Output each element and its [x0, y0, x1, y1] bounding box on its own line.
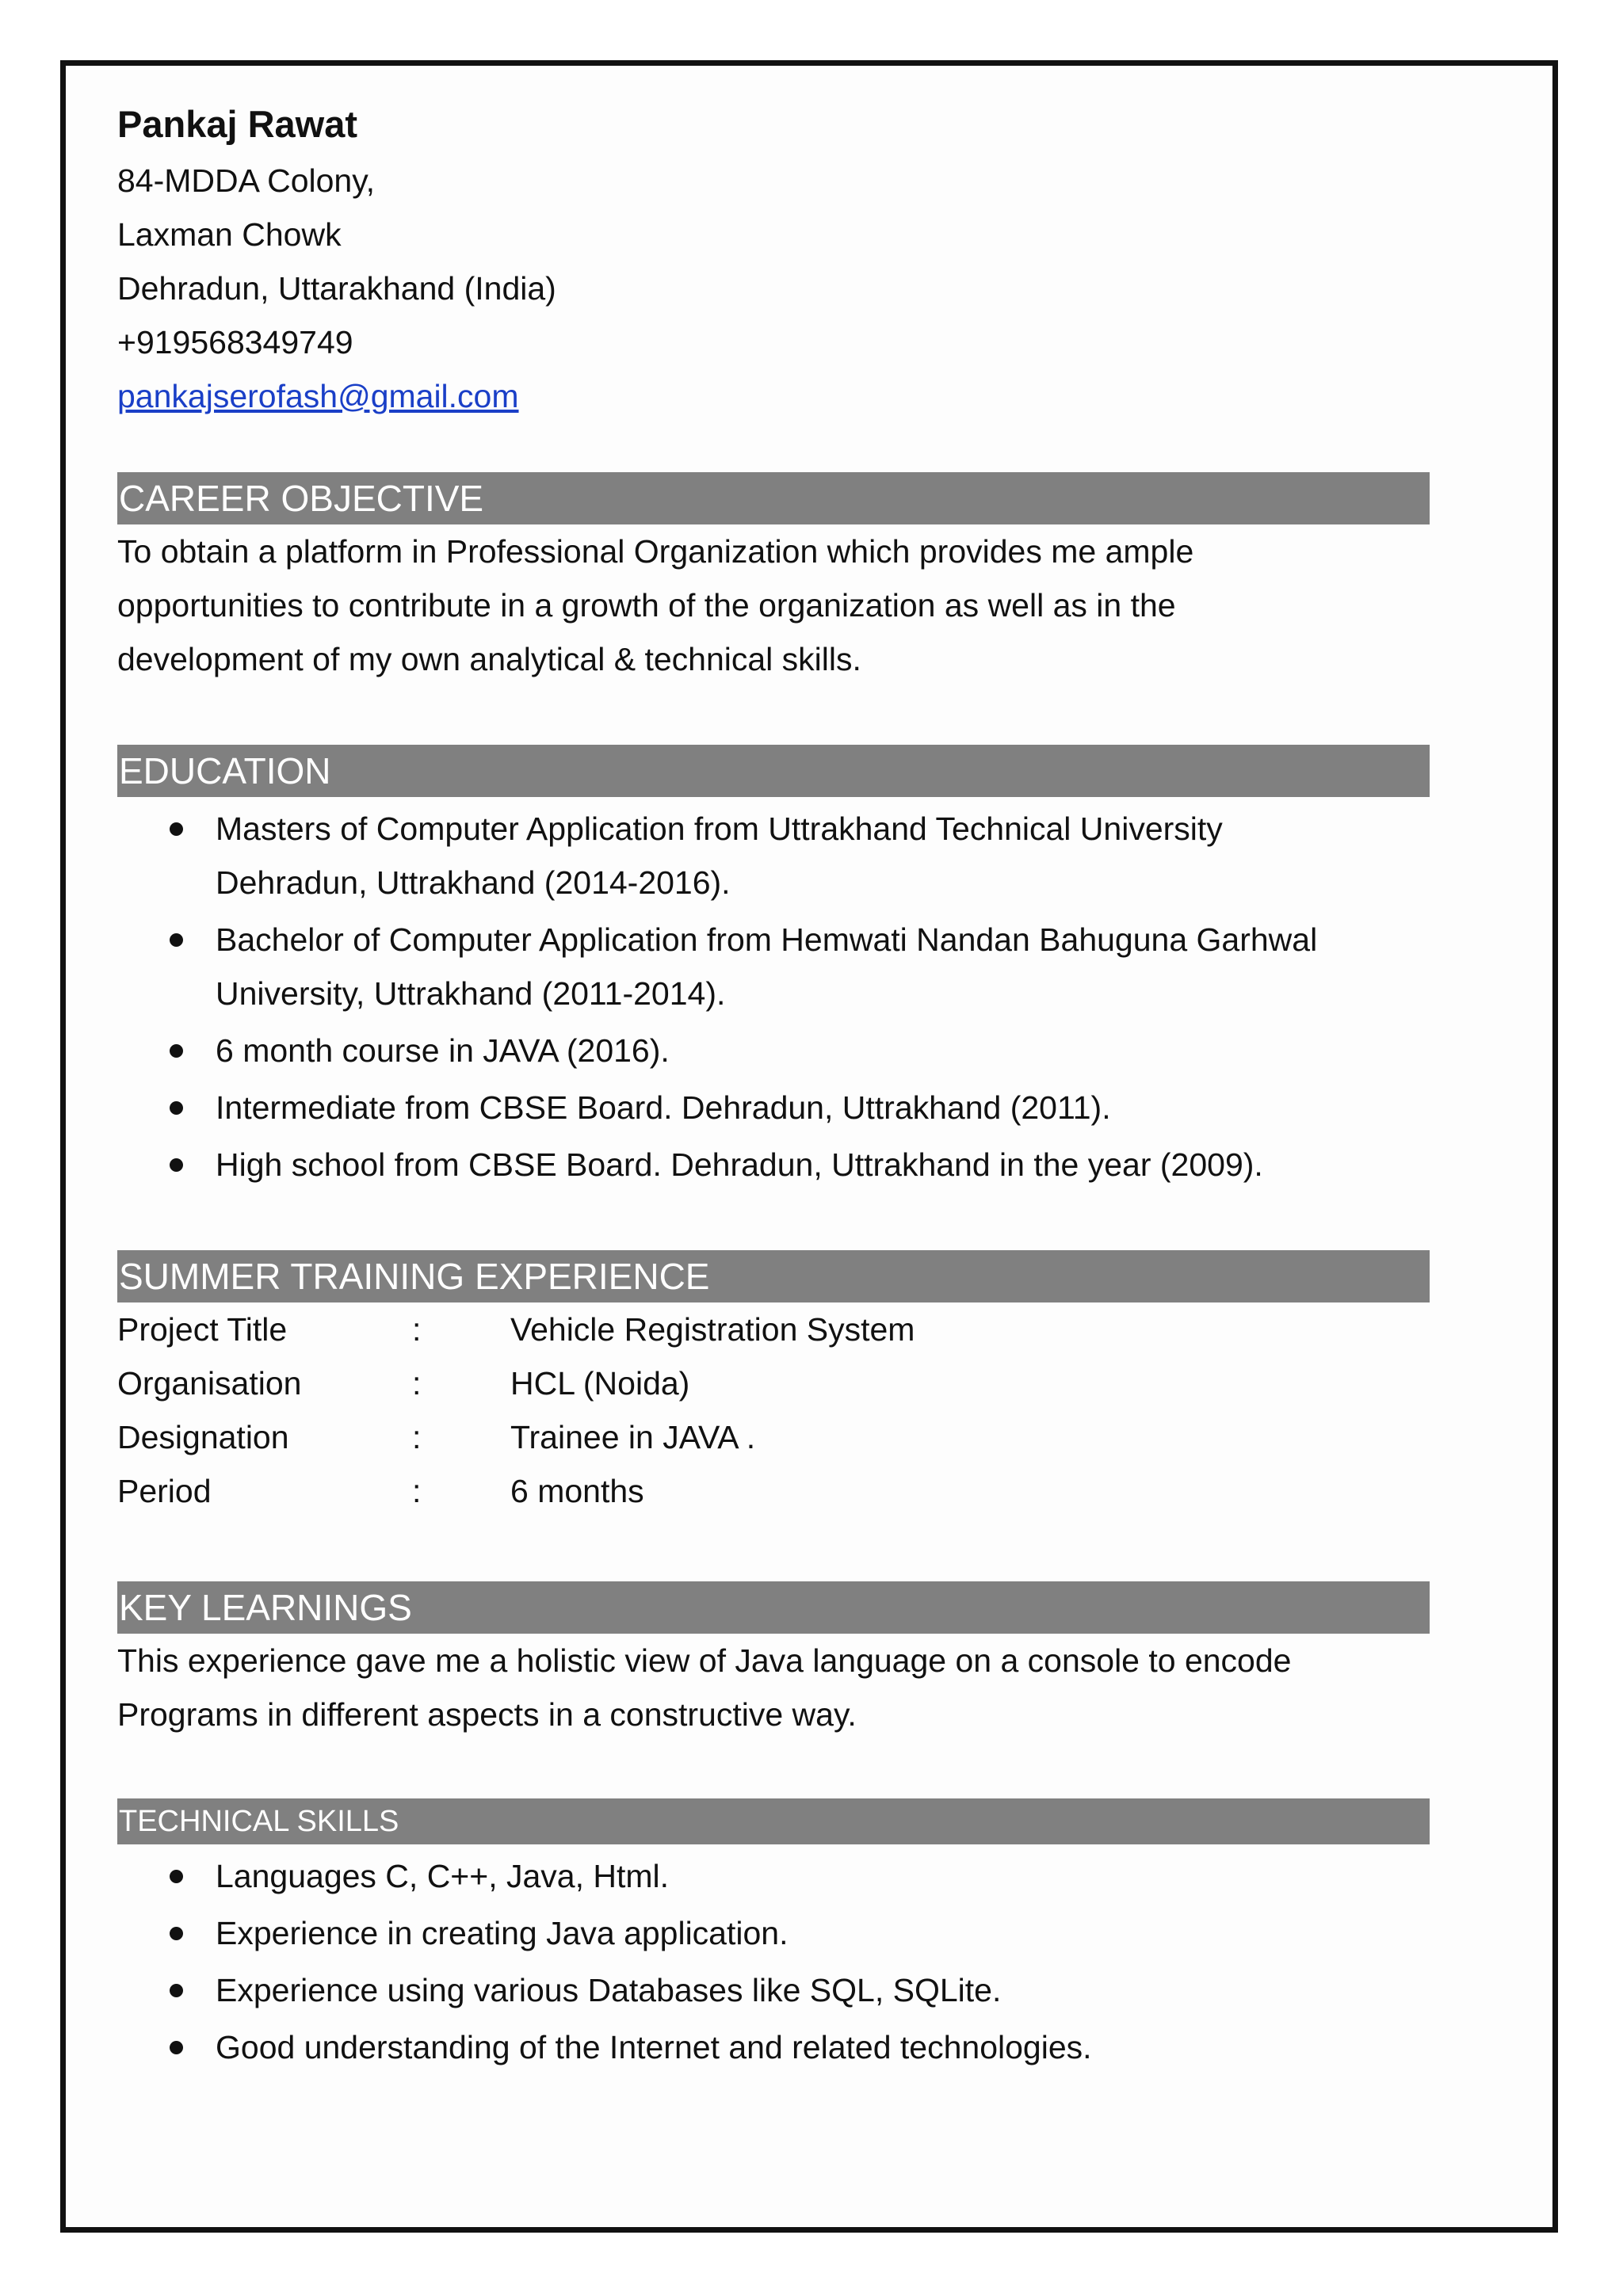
field-label: Organisation — [117, 1365, 302, 1402]
education-list — [117, 802, 1430, 1192]
training-row-period — [117, 1464, 1430, 1518]
bullet-icon — [170, 1158, 183, 1172]
list-item — [117, 802, 1430, 910]
bullet-icon — [170, 1101, 183, 1115]
field-separator: : — [412, 1473, 422, 1509]
list-item — [117, 1906, 1430, 1960]
career-objective-section — [117, 472, 1430, 686]
field-separator: : — [412, 1311, 422, 1348]
bullet-icon — [170, 2041, 183, 2054]
key-learnings-section — [117, 1581, 1430, 1741]
list-item-line: 6 month course in JAVA (2016). — [216, 1032, 670, 1069]
field-separator: : — [412, 1365, 422, 1402]
list-item-line: University, Uttrakhand (2011-2014). — [216, 975, 726, 1012]
technical-skills-section — [117, 1798, 1430, 2074]
resume-content — [117, 95, 1430, 2077]
list-item-line: Languages C, C++, Java, Html. — [216, 1858, 670, 1894]
list-item — [117, 2020, 1430, 2074]
section-heading-training: SUMMER TRAINING EXPERIENCE — [117, 1250, 1430, 1302]
phone-number: +919568349749 — [117, 324, 353, 360]
bullet-icon — [170, 1927, 183, 1940]
section-heading-career-objective: CAREER OBJECTIVE — [117, 472, 1430, 524]
field-value: Vehicle Registration System — [510, 1311, 915, 1348]
field-value: HCL (Noida) — [510, 1365, 690, 1402]
objective-line: To obtain a platform in Professional Organization which provides me ample — [117, 533, 1194, 570]
list-item — [117, 1849, 1430, 1903]
bullet-icon — [170, 933, 183, 947]
bullet-icon — [170, 1870, 183, 1883]
list-item — [117, 1024, 1430, 1077]
training-row-organisation — [117, 1356, 1430, 1410]
email-link[interactable]: pankajserofash@gmail.com — [117, 378, 519, 414]
training-row-designation — [117, 1410, 1430, 1464]
list-item — [117, 1963, 1430, 2017]
contact-block — [117, 95, 1430, 423]
list-item-line: High school from CBSE Board. Dehradun, Uttrakhand in the year (2009). — [216, 1146, 1263, 1183]
training-row-project — [117, 1302, 1430, 1356]
training-section — [117, 1250, 1430, 1518]
skills-list — [117, 1849, 1430, 2074]
field-value: 6 months — [510, 1473, 644, 1509]
address-line-1: 84-MDDA Colony, — [117, 162, 376, 199]
list-item — [117, 1138, 1430, 1192]
section-heading-education: EDUCATION — [117, 745, 1430, 797]
list-item — [117, 1081, 1430, 1135]
address-line-3: Dehradun, Uttarakhand (India) — [117, 270, 556, 307]
education-section — [117, 745, 1430, 1192]
list-item-line: Good understanding of the Internet and related technologies. — [216, 2029, 1092, 2065]
list-item-line: Masters of Computer Application from Uttrakhand Technical University — [216, 810, 1223, 847]
section-heading-key-learnings: KEY LEARNINGS — [117, 1581, 1430, 1634]
learning-line: This experience gave me a holistic view of Java language on a console to encode — [117, 1642, 1292, 1679]
learning-line: Programs in different aspects in a constructive way. — [117, 1696, 857, 1733]
bullet-icon — [170, 822, 183, 836]
bullet-icon — [170, 1044, 183, 1058]
address-line-2: Laxman Chowk — [117, 216, 342, 253]
list-item — [117, 913, 1430, 1020]
field-value: Trainee in JAVA . — [510, 1419, 756, 1455]
field-separator: : — [412, 1419, 422, 1455]
list-item-line: Experience using various Databases like SQL, SQLite. — [216, 1972, 1002, 2008]
field-label: Designation — [117, 1419, 289, 1455]
list-item-line: Dehradun, Uttrakhand (2014-2016). — [216, 864, 731, 901]
objective-line: opportunities to contribute in a growth of the organization as well as in the — [117, 587, 1176, 624]
list-item-line: Experience in creating Java application. — [216, 1915, 789, 1951]
list-item-line: Intermediate from CBSE Board. Dehradun, Uttrakhand (2011). — [216, 1089, 1111, 1126]
candidate-name: Pankaj Rawat — [117, 103, 358, 145]
section-heading-technical-skills: TECHNICAL SKILLS — [117, 1798, 1430, 1844]
bullet-icon — [170, 1984, 183, 1997]
list-item-line: Bachelor of Computer Application from Hemwati Nandan Bahuguna Garhwal — [216, 921, 1318, 958]
objective-line: development of my own analytical & technical skills. — [117, 641, 861, 677]
field-label: Project Title — [117, 1311, 288, 1348]
field-label: Period — [117, 1473, 212, 1509]
